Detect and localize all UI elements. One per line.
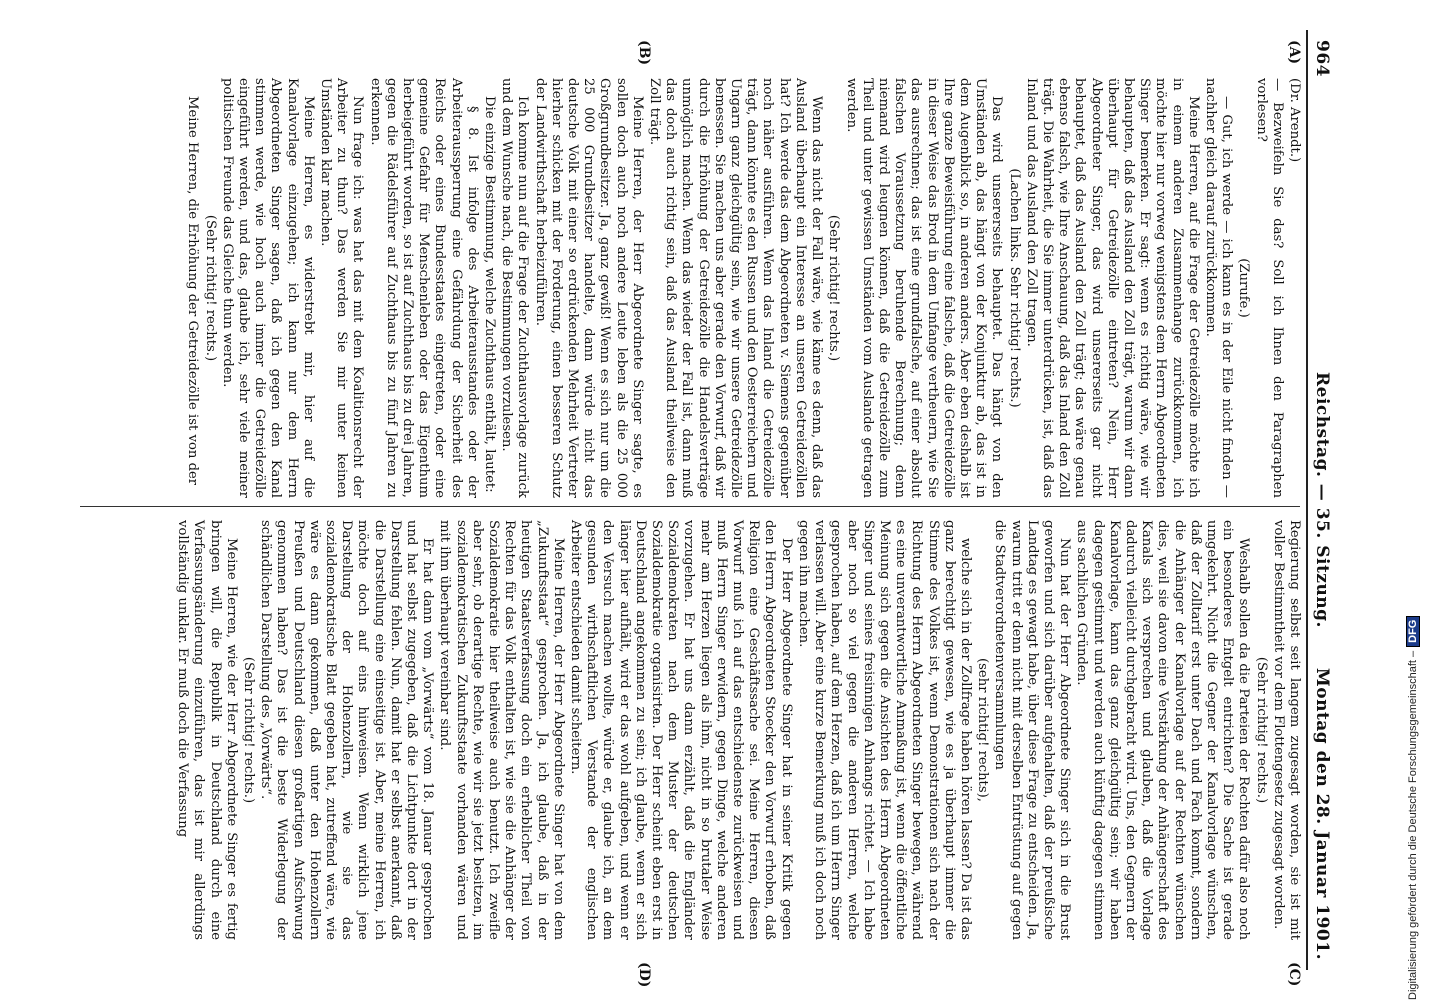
margin-marker-b: (B) — [636, 40, 652, 66]
col1-paragraph: — Bezweifeln Sie das? Soll ich Ihnen den Paragraphen vorlesen? — [1253, 78, 1285, 498]
col2-paragraph: Meine Herren, wie der Herr Abgeordnete Singer es fertig bringen will, die Republik in Deutschland durch eine Verfassungsänderung einzuführen, das ist mir allerdings vollständig unklar. Er muß doch die Verfassung — [175, 520, 239, 940]
col1-paragraph: Wenn das nicht der Fall wäre, wie käme es denn, daß das Ausland überhaupt ein Interesse an unseren Getreidezöllen hat? Ich werde das dem Abgeordneten v. Siemens gegenüber noch näher ausführen. Wenn das Inland die Getreidezölle trägt, dann könnte es den Russen und den Oesterreichern und Ungarn ganz gleichgültig sein, wie wir unsere Getreidezölle bemessen. Sie machen uns aber gerade den Vorwurf, daß wir durch die Erhöhung der Getreidezölle die Handelsverträge unmöglich machen. Wenn das wieder der Fall ist, dann muß das doch auch richtig sein, daß das Ausland theilweise den Zoll trägt. — [647, 78, 825, 498]
dfg-logo: DFG — [1406, 616, 1420, 647]
col1-paragraph: (Sehr richtig! rechts.) — [202, 214, 218, 362]
page-title: Reichstag. — 35. Sitzung. — [1312, 372, 1332, 628]
col1-paragraph: — Gut, ich werde — ich kann es in der Eile nicht finden — nachher gleich darauf zurückkommen. — [1202, 78, 1235, 498]
text-column-right — [173, 520, 1302, 940]
footer-credit — [1406, 616, 1420, 1000]
text-column-left — [183, 78, 1302, 498]
col2-paragraph: Er hat dann vom „Vorwärts“ vom 18. Januar gesprochen und hat selbst zugegeben, daß die Lichtpunkte dort in der Darstellung fehlen. Nun, damit hat er selbst anerkannt, daß die Darstellung eine einseitige ist. Aber, meine Herren, ich möchte doch auf eins hinweisen. Wenn wirklich jene Darstellung der Hohenzollern, wie sie das sozialdemokratische Blatt gegeben hat, zutreffend wäre, wie wäre es dann gekommen, daß unter den Hohenzollern Preußen und Deutschland diesen großartigen Aufschwung genommen haben? Das ist die beste Widerlegung der schändlichen Darstellung des „Vorwärts“. — [258, 520, 436, 940]
rotated-document-page — [22, 0, 1342, 1000]
col1-paragraph: § 8. Ist infolge des Arbeiterausstandes oder der Arbeiteraussperrung eine Gefährdung der Sicherheit des Reichs oder eines Bundesstaates eingetreten, oder eine gemeine Gefahr für Menschenleben oder das Eigenthum herbeigeführt worden, so ist auf Zuchthaus bis zu drei Jahren, gegen die Rädelsführer auf Zuchthaus bis zu fünf Jahren zu erkennen. — [367, 78, 480, 498]
col2-paragraph: Nun hat der Herr Abgeordnete Singer sich in die Brust geworfen und sich darüber aufgehalten, daß der preußische Landtag es gewagt habe, über diese Frage zu entscheiden. Ja, warum tritt er denn nicht mit derselben Entrüstung auf gegen die Stadtverordnetenversammlungen — [992, 520, 1073, 940]
col1-paragraph: Das wird unsererseits behauptet. Das hängt von den Umständen ab, das hängt von der Konjunktur ab, das ist in dem Augenblick so, in anderen anders. Aber eben deshalb ist Ihre ganze Beweisführung eine falsche, daß die Getreidezölle in dieser Weise das Brod in dem Umfange vertheuern, wie Sie das ausrechnen; das ist eine grundfalsche, auf einer absolut falschen Voraussetzung beruhende Berechnung; denn niemand wird leugnen können, daß die Getreidezölle zum Theil und unter gewissen Umständen vom Auslande getragen werden. — [843, 78, 1005, 498]
col1-paragraph: Meine Herren, der Herr Abgeordnete Singer sagte, es sollen doch auch noch andere Leute leben als die 25 000 Großgrundbesitzer. Ja, ganz gewiß! Wenn es sich nur um die 25 000 Grundbesitzer handelte, dann würde nicht das deutsche Volk mit einer so erdrückenden Mehrheit Vertreter hierher schicken mit der Forderung, einen besseren Schutz der Landwirthschaft herbeizuführen. — [532, 78, 645, 498]
col2-paragraph: (sehr richtig! rechts), — [975, 658, 991, 802]
col1-paragraph: (Dr. Arendt.) — [1287, 78, 1302, 163]
margin-marker-d: (D) — [636, 962, 652, 988]
margin-marker-c: (C) — [1286, 962, 1302, 987]
col2-paragraph: Der Herr Abgeordnete Singer hat in seiner Kritik gegen den Herrn Abgeordneten Stoecker den Vorwurf erhoben, daß Religion eine Geschäftssache sei. Meine Herren, diesen Vorwurf muß ich auf das entschiedenste zurückweisen und muß Herrn Singer erwidern, gegen Dinge, welche anderen mehr am Herzen liegen als ihm, nicht in so brutaler Weise vorzugehen. Er hat uns dann erzählt, daß die Engländer Sozialdemokraten nach dem Muster der deutschen Sozialdemokratie organisirten. Der Herr scheint eben erst in Deutschland angekommen zu sein; ich glaube, wenn er sich länger hier aufhält, wird er das wohl aufgeben, und wenn er den Versuch machen wollte, würde er, glaube ich, an dem gesunden wirthschaftlichen Verstande der englischen Arbeiter entschieden damit scheitern. — [568, 520, 794, 940]
col1-paragraph: Die einzige Bestimmung, welche Zuchthaus enthält, lautet: — [482, 96, 498, 493]
col1-paragraph: Meine Herren, die Erhöhung der Getreidezölle ist von der — [185, 96, 201, 486]
col2-paragraph: Regierung selbst seit langem zugesagt worden, sie ist mit voller Bestimmtheit vor dem Flottengesetz zugesagt worden. — [1270, 520, 1302, 940]
col2-paragraph: welche sich in der Zollfrage haben hören lassen? Da ist das ganz berechtigt gewesen, wie es ja überhaupt immer die Stimme des Volkes ist, wenn Demonstrationen sich nach der Richtung des Herrn Abgeordneten Singer bewegen, während es eine unverantwortliche Anmaßung ist, wenn die öffentliche Meinung sich gegen die Ansichten des Herrn Abgeordneten Singer und seines freisinnigen Anhangs richtet. — Ich habe aber noch so viel gegen die anderen Herren, welche gesprochen haben, auf dem Herzen, daß ich um Herrn Singer verlassen will. Aber eine kurze Bemerkung muß ich doch noch gegen ihn machen. — [795, 520, 973, 940]
col1-paragraph: Meine Herren, es widerstrebt mir, hier auf die Kanalvorlage einzugehen; ich kann nur dem Herrn Abgeordneten Singer sagen, daß ich gegen den Kanal stimmen werde, wie hoch auch immer die Getreidezölle eingeführt werden, und das, glaube ich, sehr viele meiner politischen Freunde das Gleiche thun werden. — [219, 78, 316, 498]
col2-paragraph: Weshalb sollen da die Parteien der Rechten dafür also noch ein besonderes Entgelt entrichten? Die Sache ist gerade umgekehrt. Nicht die Gegner der Kanalvorlage wünschen, daß der Zolltarif erst unter Dach und Fach kommt, sondern die Anhänger der Kanalvorlage auf der Rechten wünschen dies, weil sie davon eine Verstärkung der Anhängerschaft des Kanals sich versprechen und glauben, daß die Vorlage dadurch vielleicht durchgebracht wird. Uns, den Gegnern der Kanalvorlage, kann das ganz gleichgültig sein; wir haben dagegen gestimmt und werden auch künftig dagegen stimmen aus sachlichen Gründen. — [1074, 520, 1252, 940]
column-divider — [80, 506, 1300, 507]
page-header — [1306, 40, 1336, 960]
col2-paragraph: (Sehr richtig! rechts.) — [241, 656, 256, 804]
session-date: Montag den 28. Januar 1901. — [1312, 667, 1332, 960]
col1-paragraph: (Lachen links. Sehr richtig! rechts.) — [1006, 168, 1022, 408]
margin-marker-a: (A) — [1286, 40, 1302, 65]
col2-paragraph: Meine Herren, der Herr Abgeordnete Singer hat von dem „Zukunftsstaat“ gesprochen. Ja, ich glaube, daß in der heutigen Staatsverfassung doch ein erheblicher Theil von Rechten für das Volk enthalten ist, wie sie die Anhänger der Sozialdemokratie hier theilweise auch benutzt. Ich zweifle aber sehr, ob derartige Rechte, wie wir sie jetzt besitzen, im sozialdemokratischen Zukunftsstaate vorhanden wären und mit ihm überhaupt vereinbar sind. — [437, 520, 566, 940]
col1-paragraph: Nun frage ich: was hat das mit dem Koalitionsrecht der Arbeiter zu thun? Das werden Sie mir unter keinen Umständen klar machen. — [318, 78, 366, 498]
footer-text: Digitalisierung gefördert durch die Deutsche Forschungsgemeinschaft – — [1407, 650, 1419, 1000]
page-number: 964 — [1312, 40, 1332, 77]
col1-paragraph: Ich komme nun auf die Frage der Zuchthausvorlage zurück und dem Wunsche nach, die Bestimmungen vorzulesen. — [499, 78, 531, 498]
col1-paragraph: (Sehr richtig! rechts.) — [826, 214, 842, 362]
header-rule — [1306, 30, 1308, 970]
col1-paragraph: Meine Herren, auf die Frage der Getreidezölle möchte ich in einem anderen Zusammenhange zurückkommen, ich möchte hier nur vorweg wenigstens dem Herrn Abgeordneten Singer bemerken. Er sagt: wenn es richtig wäre, wie wir behaupten, daß das Ausland den Zoll trägt, warum wir dann überhaupt für Getreidezölle eintreten? Nein, Herr Abgeordneter Singer, das wird unsererseits gar nicht behauptet, daß das Ausland den Zoll trägt; das wäre genau ebenso falsch, wie Ihre Anschauung, daß das Inland den Zoll trägt. Die Wahrheit, die Sie immer unterdrücken, ist, daß das Inland und das Ausland den Zoll tragen. — [1023, 78, 1201, 498]
col1-paragraph: (Zurufe.) — [1236, 258, 1252, 318]
col2-paragraph: (Sehr richtig! rechts.) — [1253, 656, 1269, 804]
